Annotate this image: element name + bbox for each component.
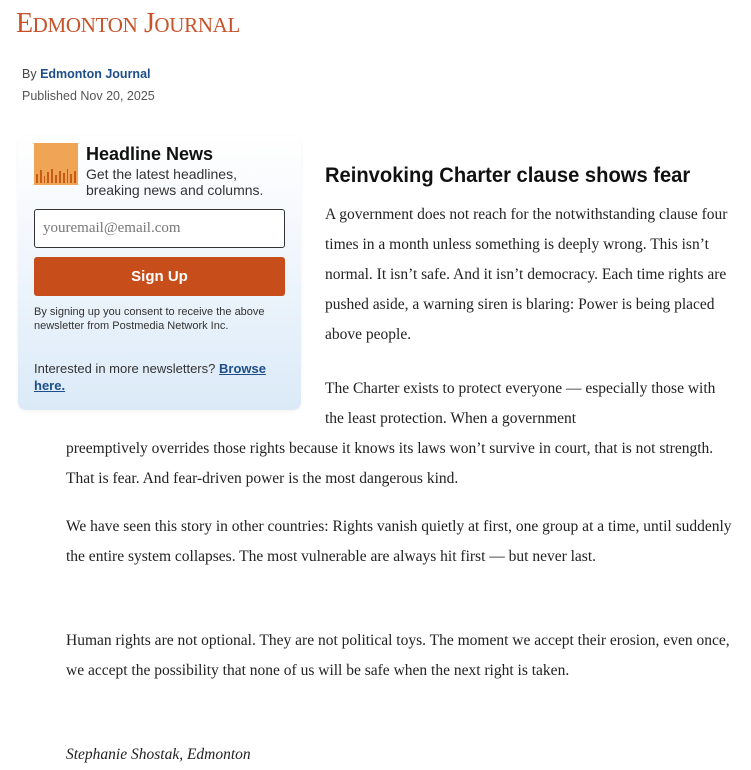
logo-word-journal: OURNAL — [154, 13, 241, 37]
article-paragraph-2-end: preemptively overrides those rights because it knows its laws won’t survive in court, that is not strength. That is fear. And fear-driven power is the most dangerous kind. — [66, 440, 714, 487]
article-paragraph-2-start: The Charter exists to protect everyone — especially those with the least protection. When a government — [325, 380, 716, 427]
logo-initial-e: E — [16, 8, 33, 39]
newsletter-description: Get the latest headlines, breaking news and columns. — [86, 166, 264, 198]
letter-signature: Stephanie Shostak, Edmonton — [66, 746, 251, 763]
newsletter-consent-text: By signing up you consent to receive the above newsletter from Postmedia Network Inc. — [34, 306, 265, 332]
byline-author-link[interactable]: Edmonton Journal — [40, 67, 151, 81]
published-date: Published Nov 20, 2025 — [22, 89, 155, 103]
edmonton-journal-logo[interactable] — [16, 8, 240, 40]
byline-prefix: By — [22, 67, 37, 81]
logo-word-edmonton: DMONTON — [32, 13, 138, 37]
article-paragraph-4: Human rights are not optional. They are not political toys. The moment we accept their erosion, even once, we accept the possibility that none of us will be safe when the next right is taken. — [66, 632, 730, 679]
email-input[interactable] — [34, 209, 285, 248]
browse-newsletters-link[interactable]: Browse here. — [34, 361, 266, 393]
more-newsletters — [34, 360, 292, 394]
article-paragraph-3: We have seen this story in other countries: Rights vanish quietly at first, one group at a time, until suddenly the entire system collapses. The most vulnerable are always hit first — but never last. — [66, 518, 732, 565]
newsletter-title: Headline News — [86, 144, 214, 164]
article-headline: Reinvoking Charter clause shows fear — [325, 164, 691, 187]
article-paragraph-1: A government does not reach for the notwithstanding clause four times in a month unless something is deeply wrong. This isn’t normal. It isn’t safe. And it isn’t democracy. Each time rights are pushed aside, a warning siren is blaring: Power is being placed above people. — [325, 206, 728, 343]
newsletter-signup-box — [18, 136, 301, 410]
more-newsletters-text: Interested in more newsletters? — [34, 361, 216, 376]
byline — [22, 67, 151, 81]
sign-up-button[interactable]: Sign Up — [34, 257, 285, 296]
headline-news-icon — [34, 143, 78, 185]
logo-initial-j: J — [143, 8, 155, 39]
